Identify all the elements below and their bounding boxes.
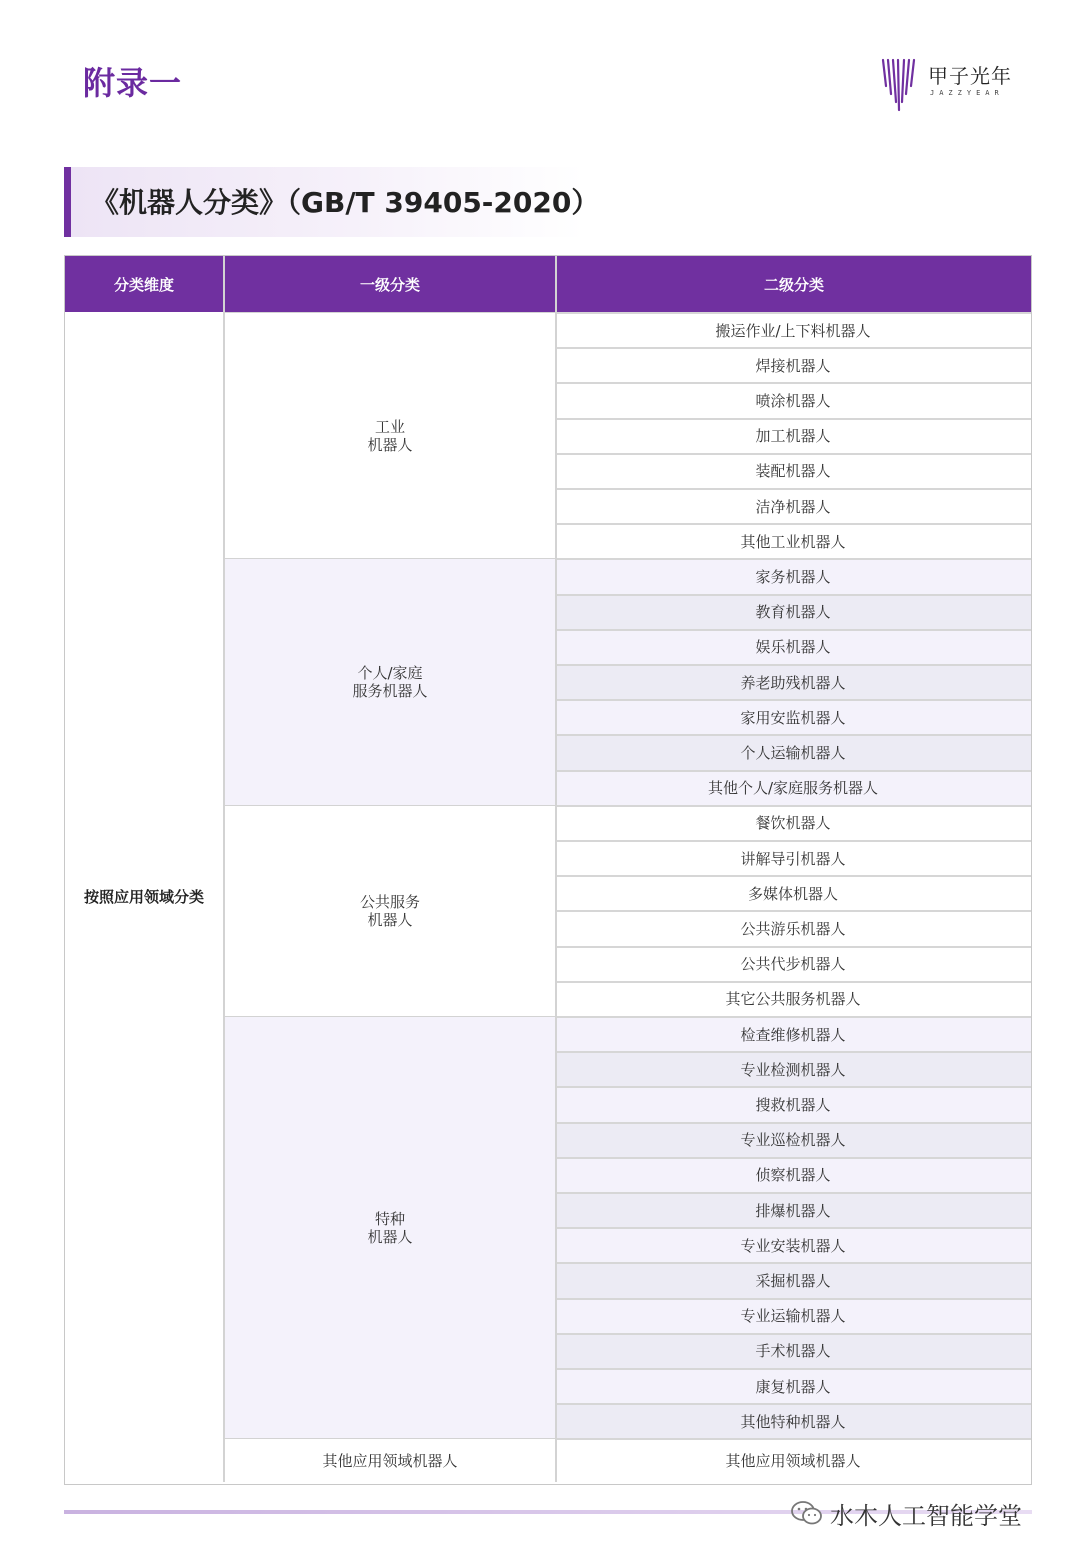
level2-cell: 检查维修机器人 bbox=[555, 1016, 1031, 1051]
level1-cell: 个人/家庭 服务机器人 bbox=[225, 558, 555, 804]
level2-cell: 家用安监机器人 bbox=[555, 699, 1031, 734]
level1-cell: 特种 机器人 bbox=[225, 1016, 555, 1438]
level2-cell: 娱乐机器人 bbox=[555, 629, 1031, 664]
brand-logo bbox=[880, 56, 1020, 112]
level2-cell: 其他个人/家庭服务机器人 bbox=[555, 770, 1031, 805]
level2-cell: 公共游乐机器人 bbox=[555, 910, 1031, 945]
level2-cell: 装配机器人 bbox=[555, 453, 1031, 488]
level2-cell: 讲解导引机器人 bbox=[555, 840, 1031, 875]
dimension-cell: 按照应用领域分类 bbox=[83, 888, 204, 907]
level2-cell: 排爆机器人 bbox=[555, 1192, 1031, 1227]
wechat-watermark bbox=[790, 1493, 1022, 1533]
wechat-icon bbox=[790, 1499, 824, 1527]
level2-cell: 专业运输机器人 bbox=[555, 1298, 1031, 1333]
level2-cell: 专业安装机器人 bbox=[555, 1227, 1031, 1262]
level2-cell: 康复机器人 bbox=[555, 1368, 1031, 1403]
level2-cell: 其它公共服务机器人 bbox=[555, 981, 1031, 1016]
level2-cell: 手术机器人 bbox=[555, 1333, 1031, 1368]
level2-cell: 教育机器人 bbox=[555, 594, 1031, 629]
level2-cell: 专业检测机器人 bbox=[555, 1051, 1031, 1086]
brand-mark-icon bbox=[880, 56, 920, 112]
level2-cell: 加工机器人 bbox=[555, 418, 1031, 453]
section-title: 《机器人分类》（GB/T 39405-2020） bbox=[91, 186, 600, 219]
level2-cell: 焊接机器人 bbox=[555, 347, 1031, 382]
column-divider bbox=[555, 256, 557, 1482]
section-heading bbox=[64, 167, 600, 237]
level1-cell: 其他应用领域机器人 bbox=[225, 1438, 555, 1482]
level2-cell: 公共代步机器人 bbox=[555, 946, 1031, 981]
level2-cell: 专业巡检机器人 bbox=[555, 1122, 1031, 1157]
appendix-title: 附录一 bbox=[83, 64, 183, 102]
table-header-cell: 一级分类 bbox=[225, 256, 555, 312]
level2-cell: 家务机器人 bbox=[555, 558, 1031, 593]
classification-table bbox=[64, 255, 1032, 1485]
level1-cell: 公共服务 机器人 bbox=[225, 805, 555, 1016]
level2-cell: 餐饮机器人 bbox=[555, 805, 1031, 840]
level2-cell: 其他特种机器人 bbox=[555, 1403, 1031, 1438]
level2-cell: 洁净机器人 bbox=[555, 488, 1031, 523]
table-header-cell: 分类维度 bbox=[65, 256, 223, 312]
level2-cell: 个人运输机器人 bbox=[555, 734, 1031, 769]
level2-cell: 其他工业机器人 bbox=[555, 523, 1031, 558]
level2-cell: 喷涂机器人 bbox=[555, 382, 1031, 417]
level2-cell: 其他应用领域机器人 bbox=[555, 1438, 1031, 1482]
wechat-account-name: 水木人工智能学堂 bbox=[830, 1501, 1022, 1530]
table-header-cell: 二级分类 bbox=[557, 256, 1031, 312]
level2-cell: 养老助残机器人 bbox=[555, 664, 1031, 699]
level2-cell: 多媒体机器人 bbox=[555, 875, 1031, 910]
column-divider bbox=[223, 256, 225, 1482]
brand-name-en: JAZZYEAR bbox=[930, 89, 1004, 97]
brand-name-cn: 甲子光年 bbox=[928, 64, 1012, 88]
level2-cell: 搬运作业/上下料机器人 bbox=[555, 312, 1031, 347]
level2-cell: 侦察机器人 bbox=[555, 1157, 1031, 1192]
level2-cell: 采掘机器人 bbox=[555, 1262, 1031, 1297]
level2-cell: 搜救机器人 bbox=[555, 1086, 1031, 1121]
level1-cell: 工业 机器人 bbox=[225, 312, 555, 558]
